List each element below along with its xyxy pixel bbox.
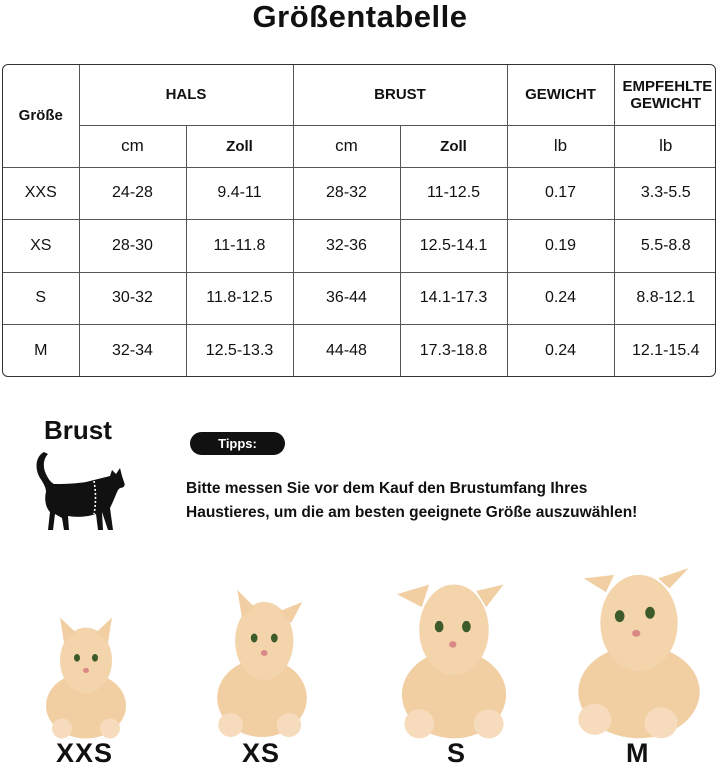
table-cell: 12.5-13.3 xyxy=(186,325,293,376)
size-label-s: S xyxy=(447,738,467,768)
table-row xyxy=(3,167,716,220)
tip-line-2: Haustieres, um die am besten geeignete Größe auszuwählen! xyxy=(186,504,638,521)
table-cell: 11-12.5 xyxy=(400,167,507,220)
tipps-badge: Tipps: xyxy=(190,432,285,455)
table-cell: 11.8-12.5 xyxy=(186,272,293,325)
table-cell: 32-36 xyxy=(293,220,400,273)
tip-text xyxy=(186,477,716,525)
table-cell: 0.19 xyxy=(507,220,614,273)
table-cell: 28-30 xyxy=(79,220,186,273)
table-cell: 0.17 xyxy=(507,167,614,220)
tip-line-1: Bitte messen Sie vor dem Kauf den Brustumfang Ihres xyxy=(186,480,588,497)
table-cell: 30-32 xyxy=(79,272,186,325)
page-title: Größentabelle xyxy=(252,0,468,34)
table-cell: 14.1-17.3 xyxy=(400,272,507,325)
unit-hals-cm: cm xyxy=(79,125,186,167)
table-row xyxy=(3,220,716,273)
group-header-empfehlte-gewicht: EMPFEHLTE GEWICHT xyxy=(614,65,716,125)
table-row xyxy=(3,272,716,325)
cat-photo-s xyxy=(392,578,516,740)
table-cell: 28-32 xyxy=(293,167,400,220)
cat-photo-m xyxy=(570,568,708,740)
table-cell: 3.3-5.5 xyxy=(614,167,716,220)
table-cell: 32-34 xyxy=(79,325,186,376)
table-cell: 9.4-11 xyxy=(186,167,293,220)
group-header-brust: BRUST xyxy=(293,65,507,125)
size-header: Größe xyxy=(3,65,79,167)
size-cell: S xyxy=(3,272,79,325)
table-cell: 36-44 xyxy=(293,272,400,325)
table-cell: 11-11.8 xyxy=(186,220,293,273)
size-table xyxy=(2,64,716,377)
cat-photo-xs xyxy=(206,590,318,740)
size-label-xs: XS xyxy=(242,738,281,768)
table-cell: 8.8-12.1 xyxy=(614,272,716,325)
table-cell: 12.5-14.1 xyxy=(400,220,507,273)
table-cell: 0.24 xyxy=(507,325,614,376)
table-cell: 0.24 xyxy=(507,272,614,325)
size-cell: XXS xyxy=(3,167,79,220)
table-cell: 24-28 xyxy=(79,167,186,220)
brust-heading: Brust xyxy=(44,415,112,445)
table-cell: 12.1-15.4 xyxy=(614,325,716,376)
unit-gewicht-lb: lb xyxy=(507,125,614,167)
unit-hals-zoll: Zoll xyxy=(186,125,293,167)
cat-silhouette-icon xyxy=(30,448,130,534)
size-label-xxs: XXS xyxy=(56,738,114,768)
unit-empfehlte-lb: lb xyxy=(614,125,716,167)
group-header-gewicht: GEWICHT xyxy=(507,65,614,125)
unit-brust-zoll: Zoll xyxy=(400,125,507,167)
cat-photo-xxs xyxy=(36,615,136,741)
table-cell: 17.3-18.8 xyxy=(400,325,507,376)
group-header-hals: HALS xyxy=(79,65,293,125)
unit-brust-cm: cm xyxy=(293,125,400,167)
size-label-m: M xyxy=(626,738,650,768)
size-cell: M xyxy=(3,325,79,376)
table-cell: 5.5-8.8 xyxy=(614,220,716,273)
size-cell: XS xyxy=(3,220,79,273)
table-row xyxy=(3,325,716,376)
table-cell: 44-48 xyxy=(293,325,400,376)
